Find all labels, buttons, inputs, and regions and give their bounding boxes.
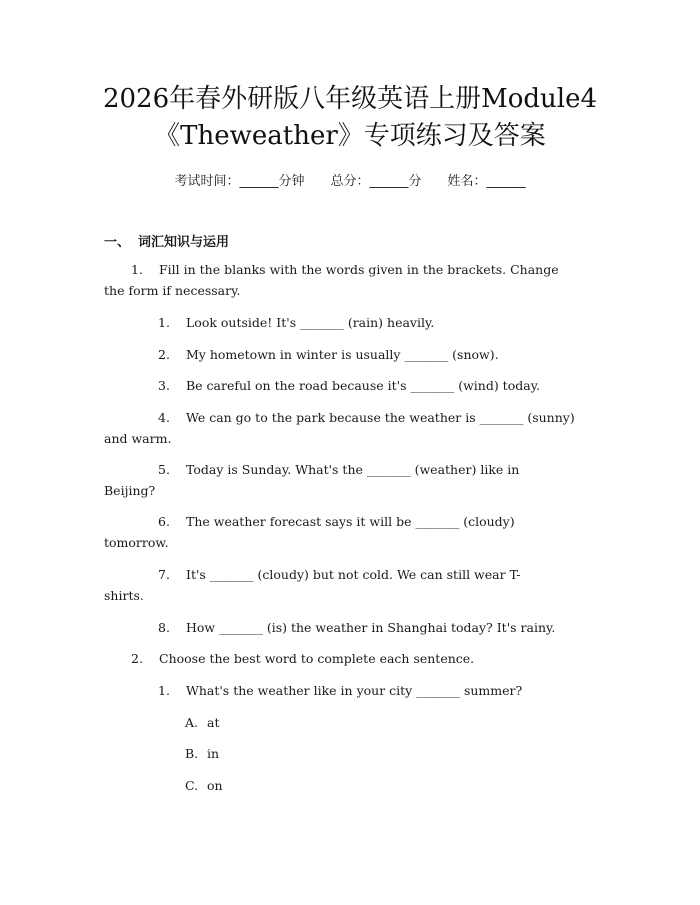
section-number: 一、 (104, 235, 131, 250)
item-number: 4. (158, 410, 170, 425)
fill-item (158, 349, 499, 362)
option-letter: A. (185, 715, 199, 730)
question-text: Choose the best word to complete each sentence. (159, 651, 475, 666)
fill-item (158, 464, 519, 477)
item-number: 3. (158, 378, 170, 393)
choice-option (185, 780, 223, 793)
fill-item (158, 317, 434, 330)
item-number: 2. (158, 347, 170, 362)
question-number: 1. (131, 262, 143, 277)
student-name-field: 姓名：______ (447, 174, 526, 189)
item-text-continued: shirts. (104, 588, 144, 603)
total-score-field: 总分：______分 (330, 174, 422, 189)
exam-time-field: 考试时间：______分钟 (174, 174, 305, 189)
exam-meta (0, 170, 700, 189)
item-text: Look outside! It's _______ (rain) heavily. (186, 315, 435, 330)
fill-item (158, 412, 575, 425)
page-title-line-1: 2026年春外研版八年级英语上册Module4 (102, 84, 598, 114)
item-text-continued: tomorrow. (104, 535, 169, 550)
item-text: We can go to the park because the weather is _______ (sunny) (186, 410, 575, 425)
option-letter: B. (185, 746, 199, 761)
section-heading (104, 231, 229, 250)
question-1-instruction-continued: the form if necessary. (104, 283, 241, 298)
item-text: How _______ (is) the weather in Shanghai today? It's rainy. (186, 620, 556, 635)
question-1-instruction (131, 264, 559, 277)
item-text-continued: and warm. (104, 431, 172, 446)
page-title-line-2: 《Theweather》专项练习及答案 (154, 121, 546, 151)
item-text: It's _______ (cloudy) but not cold. We can still wear T- (186, 567, 521, 582)
option-letter: C. (185, 778, 199, 793)
item-text: Be careful on the road because it's _______ (wind) today. (186, 378, 541, 393)
section-title: 词汇知识与运用 (138, 235, 230, 250)
option-text: in (207, 746, 220, 761)
item-number: 1. (158, 683, 170, 698)
item-text: Today is Sunday. What's the _______ (weather) like in (186, 462, 520, 477)
item-text-continued: Beijing? (104, 483, 156, 498)
option-text: at (207, 715, 220, 730)
question-text: Fill in the blanks with the words given in the brackets. Change (159, 262, 559, 277)
item-number: 7. (158, 567, 170, 582)
item-number: 5. (158, 462, 170, 477)
fill-item (158, 622, 555, 635)
question-number: 2. (131, 651, 143, 666)
choice-option (185, 748, 219, 761)
fill-item (158, 380, 540, 393)
fill-item (158, 569, 521, 582)
choice-option (185, 717, 219, 730)
item-number: 6. (158, 514, 170, 529)
question-2-instruction (131, 653, 474, 666)
item-number: 8. (158, 620, 170, 635)
item-number: 1. (158, 315, 170, 330)
option-text: on (207, 778, 223, 793)
fill-item (158, 516, 515, 529)
choice-item (158, 685, 522, 698)
item-text: My hometown in winter is usually _______ (snow). (186, 347, 499, 362)
item-text: The weather forecast says it will be _______ (cloudy) (186, 514, 515, 529)
item-text: What's the weather like in your city _______ summer? (186, 683, 523, 698)
